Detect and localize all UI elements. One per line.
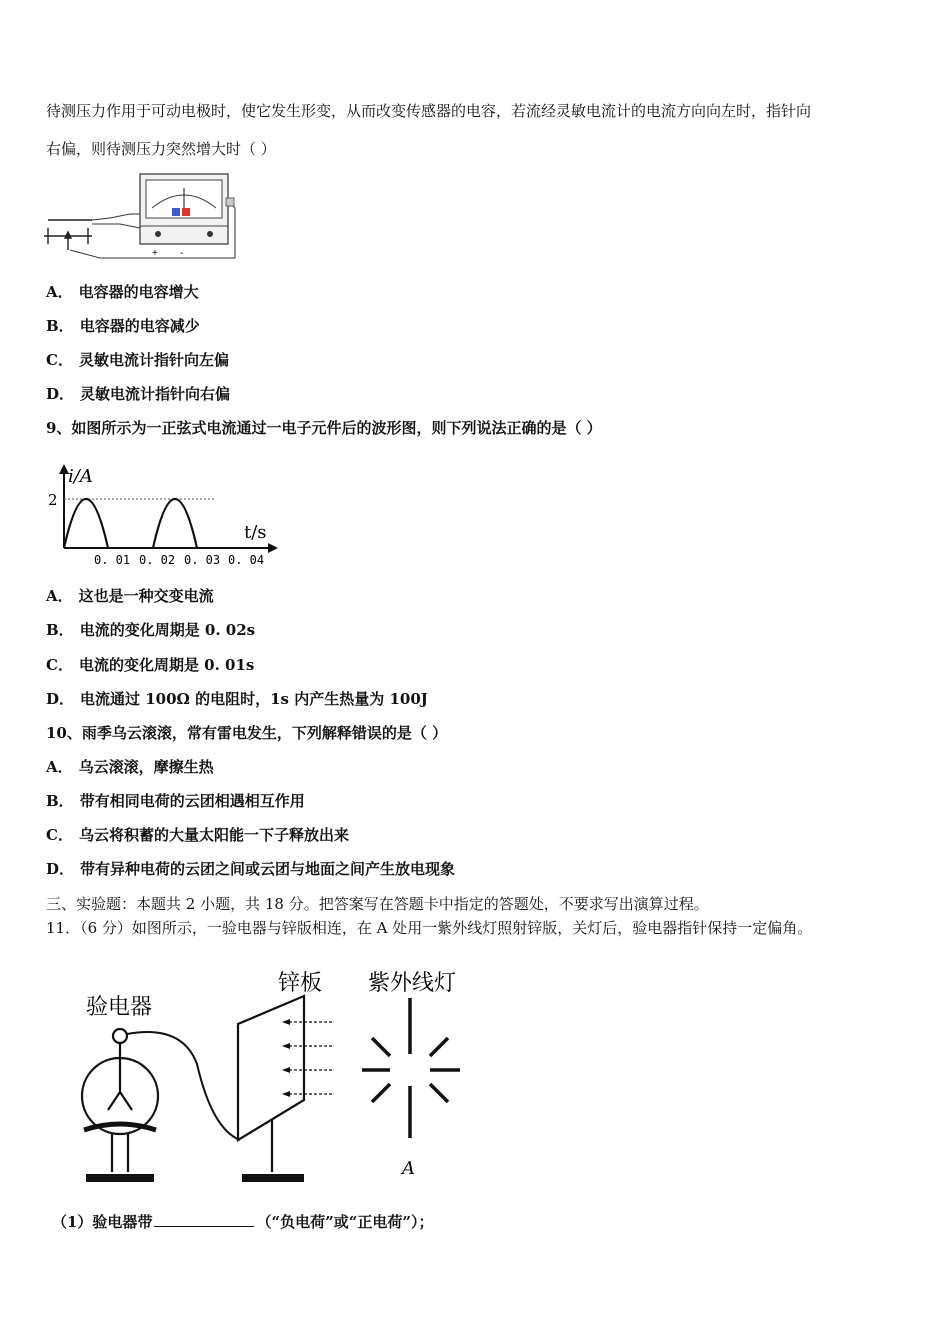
q9-stem: 9、如图所示为一正弦式电流通过一电子元件后的波形图，则下列说法正确的是（ ） bbox=[46, 419, 602, 437]
x-tick-0-02: 0. 02 bbox=[139, 553, 176, 567]
q11-stem: 11．（6 分）如图所示，一验电器与锌版相连，在 A 处用一紫外线灯照射锌版，关灯后，验电器指针保持一定偏角。 bbox=[46, 919, 813, 937]
q8-stem-line2: 右偏，则待测压力突然增大时（ ） bbox=[46, 140, 276, 158]
y-tick-2: 2 bbox=[48, 491, 58, 509]
point-a-label: A bbox=[402, 1158, 415, 1179]
q8-option-a: A． 电容器的电容增大 bbox=[46, 283, 199, 301]
q8-option-d: D． 灵敏电流计指针向右偏 bbox=[46, 385, 231, 403]
uv-lamp-label: 紫外线灯 bbox=[368, 971, 457, 996]
wave-arch-2 bbox=[153, 499, 197, 548]
q9-waveform-graph bbox=[44, 458, 284, 573]
section-3-heading: 三、实验题：本题共 2 小题，共 18 分。把答案写在答题卡中指定的答题处，不要求写出演算过程。 bbox=[46, 895, 709, 913]
meter-plus-label: + bbox=[152, 248, 158, 259]
capacitor-icon bbox=[44, 220, 92, 250]
electroscope-icon bbox=[82, 1029, 158, 1178]
q10-option-c: C． 乌云将积蓄的大量太阳能一下子释放出来 bbox=[46, 826, 349, 844]
q8-stem-line1: 待测压力作用于可动电极时，使它发生形变，从而改变传感器的电容，若流经灵敏电流计的电流方向向左时，指针向 bbox=[46, 102, 812, 120]
uv-lamp-icon bbox=[362, 998, 460, 1138]
galvanometer-icon bbox=[140, 174, 234, 244]
q8-capacitor-galvanometer-figure bbox=[40, 168, 250, 263]
q9-option-a: A． 这也是一种交变电流 bbox=[46, 587, 214, 605]
q10-option-b: B． 带有相同电荷的云团相遇相互作用 bbox=[46, 792, 305, 810]
meter-minus-label: - bbox=[180, 248, 184, 259]
electroscope-label: 验电器 bbox=[86, 995, 153, 1020]
x-tick-0-01: 0. 01 bbox=[94, 553, 131, 567]
answer-blank[interactable] bbox=[154, 1212, 254, 1227]
zinc-plate-label: 锌板 bbox=[278, 971, 323, 996]
y-axis-label: i/A bbox=[68, 466, 93, 487]
q9-option-b: B． 电流的变化周期是 0. 02s bbox=[46, 621, 256, 639]
q9-option-d: D． 电流通过 100Ω 的电阻时，1s 内产生热量为 100J bbox=[46, 690, 428, 708]
zinc-plate-icon bbox=[238, 996, 304, 1178]
x-axis-label: t/s bbox=[244, 522, 267, 543]
q8-option-c: C． 灵敏电流计指针向左偏 bbox=[46, 351, 229, 369]
wave-arch-1 bbox=[64, 499, 108, 548]
q10-option-d: D． 带有异种电荷的云团之间或云团与地面之间产生放电现象 bbox=[46, 860, 456, 878]
x-tick-0-03: 0. 03 bbox=[184, 553, 221, 567]
q11-electroscope-figure bbox=[72, 964, 472, 1194]
q9-option-c: C． 电流的变化周期是 0. 01s bbox=[46, 656, 255, 674]
q11-sub1: （1）验电器带 （“负电荷”或“正电荷”）； bbox=[52, 1213, 434, 1231]
x-tick-0-04: 0. 04 bbox=[228, 553, 265, 567]
q8-option-b: B． 电容器的电容减少 bbox=[46, 317, 200, 335]
q10-option-a: A． 乌云滚滚，摩擦生热 bbox=[46, 758, 214, 776]
q10-stem: 10、雨季乌云滚滚，常有雷电发生，下列解释错误的是（ ） bbox=[46, 724, 448, 742]
